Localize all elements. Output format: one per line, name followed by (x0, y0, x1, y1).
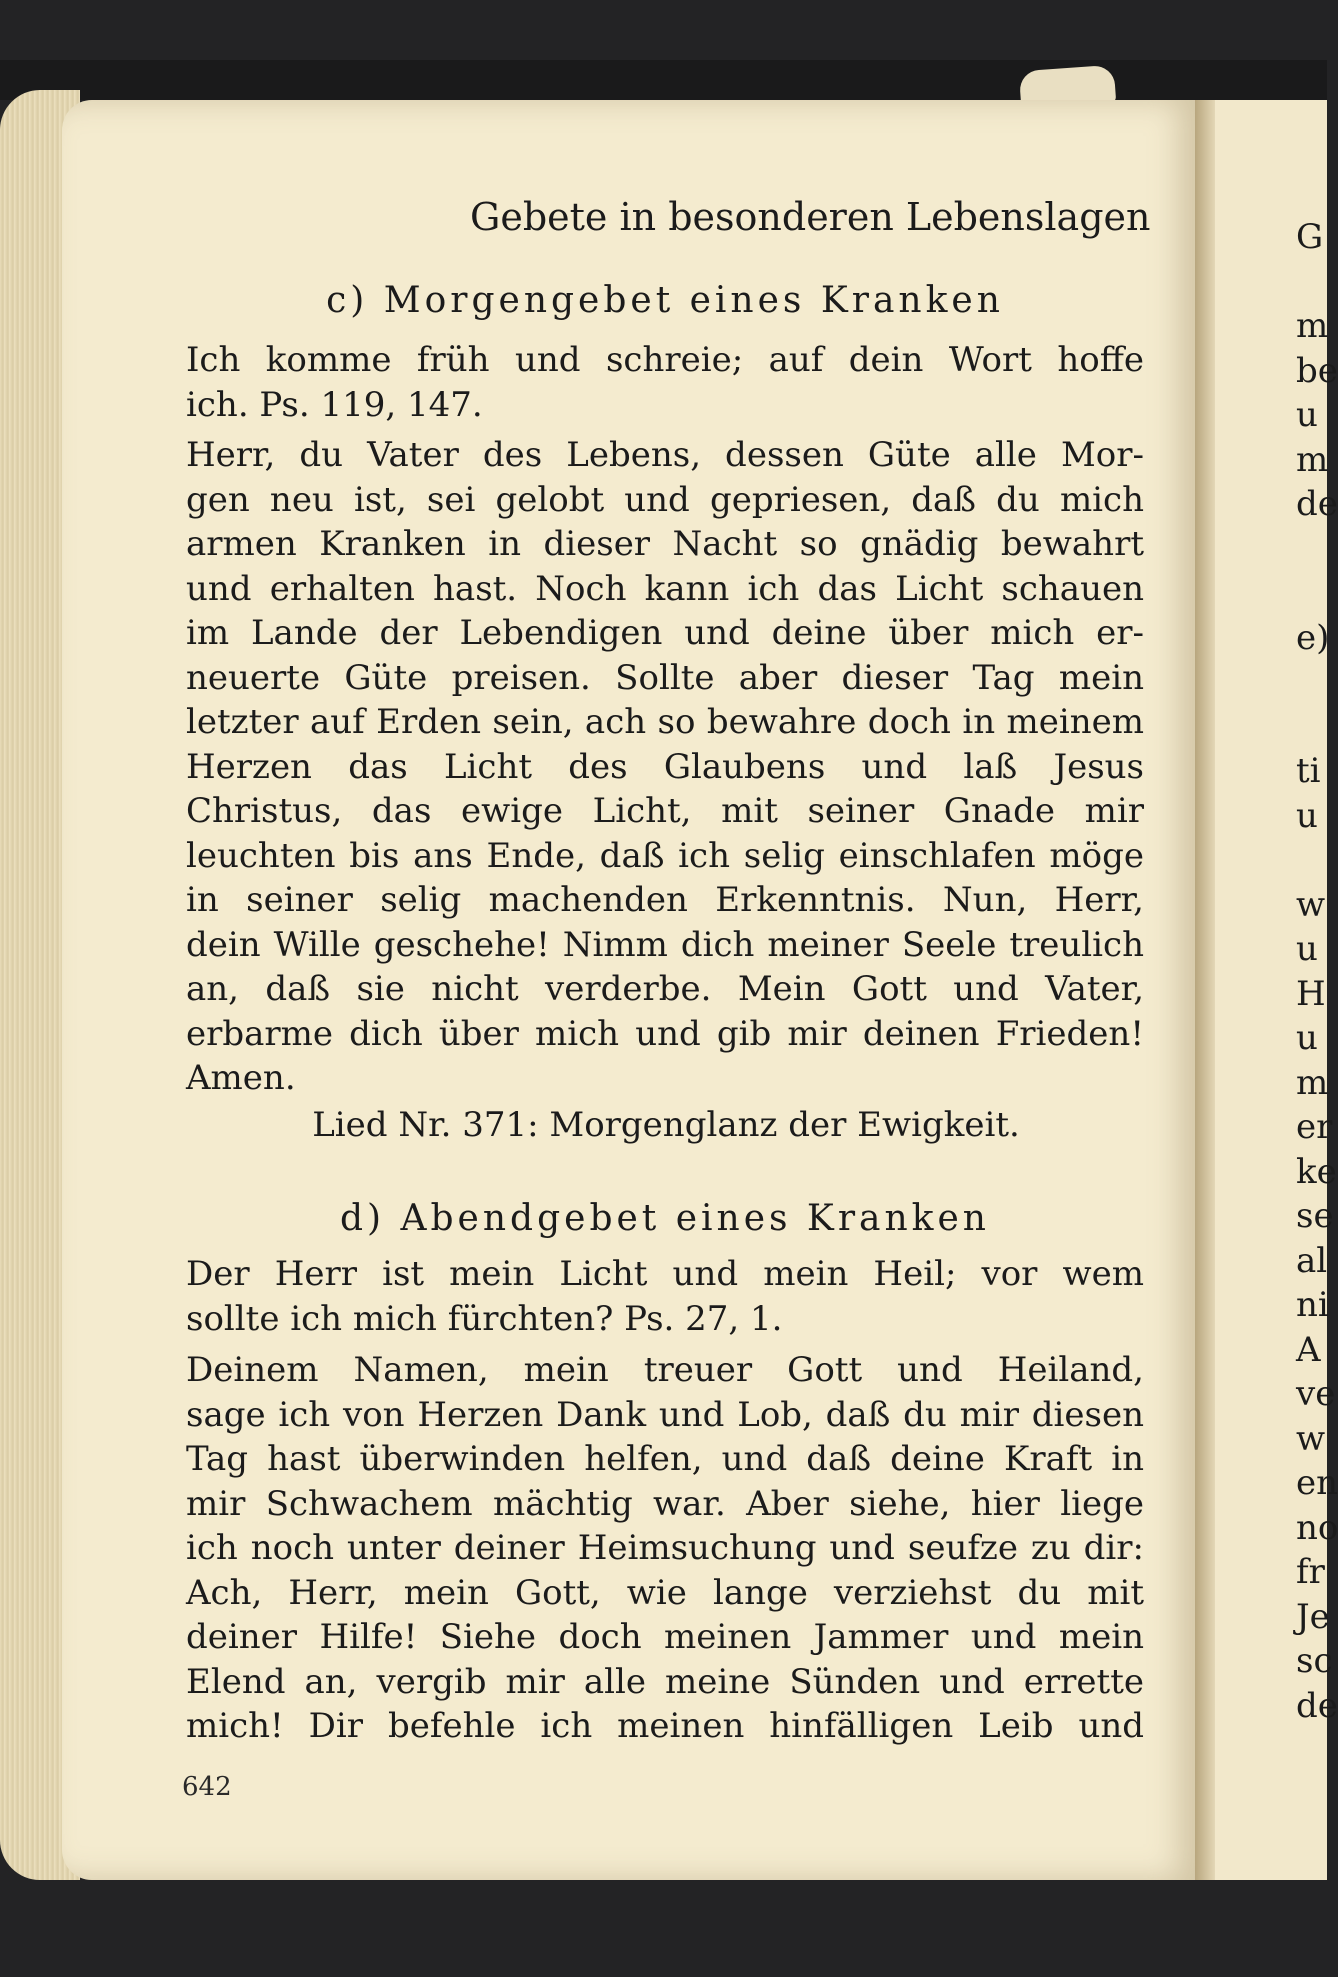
facing-page-fragment: en (1296, 1463, 1338, 1503)
verse-line: Ich komme früh und schreie; auf dein Wort hoffe (186, 340, 1144, 380)
facing-page-fragment: de (1296, 484, 1338, 524)
prayer-line: mir Schwachem mächtig war. Aber siehe, hier liege (186, 1483, 1144, 1524)
prayer-line: neuerte Güte preisen. Sollte aber dieser Tag mein (186, 657, 1144, 698)
prayer-line: sage ich von Herzen Dank und Lob, daß du mir diesen (186, 1394, 1144, 1435)
facing-page-fragment: de (1296, 1685, 1338, 1726)
section-d-heading: d) Abendgebet eines Kranken (339, 1198, 990, 1239)
section-c-prayer (186, 433, 1144, 1101)
facing-page-fragment: ve (1296, 1374, 1336, 1414)
prayer-line: Tag hast überwinden helfen, und daß deine Kraft in (186, 1439, 1144, 1479)
verse-line: ich. Ps. 119, 147. (186, 384, 483, 425)
prayer-line: und erhalten hast. Noch kann ich das Licht schauen (186, 568, 1144, 609)
facing-page-fragment (1296, 260, 1338, 305)
verse-line: sollte ich mich fürchten? Ps. 27, 1. (186, 1298, 783, 1339)
prayer-line: an, daß sie nicht verderbe. Mein Gott und Vater, (186, 969, 1144, 1009)
verse-line: Der Herr ist mein Licht und mein Heil; vor wem (186, 1254, 1144, 1294)
facing-page-fragment (1296, 705, 1338, 750)
facing-page-fragment: e) (1296, 617, 1330, 658)
facing-page-fragment: se (1296, 1196, 1334, 1236)
facing-page-fragment: u (1296, 795, 1318, 836)
facing-page-fragment: ni (1296, 1285, 1329, 1325)
prayer-line: armen Kranken in dieser Nacht so gnädig bewahrt (186, 524, 1144, 564)
prayer-line: Herr, du Vater des Lebens, dessen Güte alle Mor- (186, 435, 1144, 475)
facing-page-fragment: u (1296, 395, 1318, 435)
facing-page-fragment: ke (1296, 1151, 1337, 1192)
prayer-line: letzter auf Erden sein, ach so bewahre doch in meinem (186, 702, 1144, 742)
facing-page-text (1296, 215, 1338, 1728)
facing-page-fragment: A (1296, 1329, 1321, 1370)
section-d-verse (186, 1252, 1144, 1341)
prayer-line: deiner Hilfe! Siehe doch meinen Jammer und mein (186, 1617, 1144, 1657)
prayer-line: dein Wille geschehe! Nimm dich meiner Seele treulich (186, 924, 1144, 965)
facing-page-fragment: m (1296, 306, 1329, 346)
facing-page-fragment: al (1296, 1240, 1328, 1281)
facing-page-fragment: m (1296, 1062, 1329, 1103)
prayer-line: ich noch unter deiner Heimsuchung und seufze zu dir: (186, 1528, 1144, 1568)
facing-page-fragment: m (1296, 439, 1329, 480)
facing-page-fragment: ti (1296, 751, 1321, 791)
prayer-line: gen neu ist, sei gelobt und gepriesen, daß du mich (186, 479, 1144, 520)
facing-page-fragment: no (1296, 1507, 1338, 1548)
page-number: 642 (182, 1772, 232, 1802)
prayer-line: Amen. (186, 1058, 296, 1098)
section-c-heading: c) Morgengebet eines Kranken (326, 280, 1004, 321)
prayer-line: Deinem Namen, mein treuer Gott und Heiland, (186, 1350, 1144, 1390)
facing-page-fragment (1296, 571, 1338, 616)
facing-page-fragment: u (1296, 1018, 1318, 1058)
prayer-line: leuchten bis ans Ende, daß ich selig einschlafen möge (186, 835, 1144, 876)
section-c-verse (186, 338, 1144, 427)
facing-page-fragment: w (1296, 884, 1326, 925)
prayer-line: Ach, Herr, mein Gott, wie lange verziehst du mit (186, 1572, 1144, 1613)
book-gutter (1195, 100, 1217, 1880)
prayer-line: mich! Dir befehle ich meinen hinfälligen Leib und (186, 1706, 1144, 1746)
facing-page-fragment (1296, 838, 1338, 883)
facing-page-fragment (1296, 527, 1338, 572)
hymn-reference: Lied Nr. 371: Morgenglanz der Ewigkeit. (312, 1105, 1020, 1145)
facing-page-fragment: w (1296, 1418, 1326, 1459)
prayer-line: im Lande der Lebendigen und deine über mich er- (186, 613, 1144, 653)
facing-page-fragment: sc (1296, 1641, 1333, 1681)
book-cover-top (0, 60, 1327, 100)
prayer-line: Herzen das Licht des Glaubens und laß Jesus (186, 746, 1144, 787)
prayer-line: erbarme dich über mich und gib mir deinen Frieden! (186, 1013, 1144, 1054)
prayer-line: in seiner selig machenden Erkenntnis. Nun, Herr, (186, 880, 1144, 920)
facing-page-fragment: er (1296, 1107, 1333, 1147)
facing-page-fragment: Je (1296, 1596, 1330, 1637)
prayer-line: Christus, das ewige Licht, mit seiner Gnade mir (186, 791, 1144, 831)
facing-page-fragment: G (1296, 217, 1324, 257)
facing-page-fragment: u (1296, 929, 1318, 969)
running-head: Gebete in besonderen Lebenslagen (470, 195, 1151, 239)
prayer-line: Elend an, vergib mir alle meine Sünden und errette (186, 1661, 1144, 1702)
section-d-prayer (186, 1348, 1144, 1749)
facing-page-fragment: fr (1296, 1552, 1325, 1592)
facing-page-fragment: be (1296, 350, 1338, 391)
facing-page-fragment (1296, 660, 1338, 705)
facing-page-fragment: H (1296, 973, 1326, 1014)
